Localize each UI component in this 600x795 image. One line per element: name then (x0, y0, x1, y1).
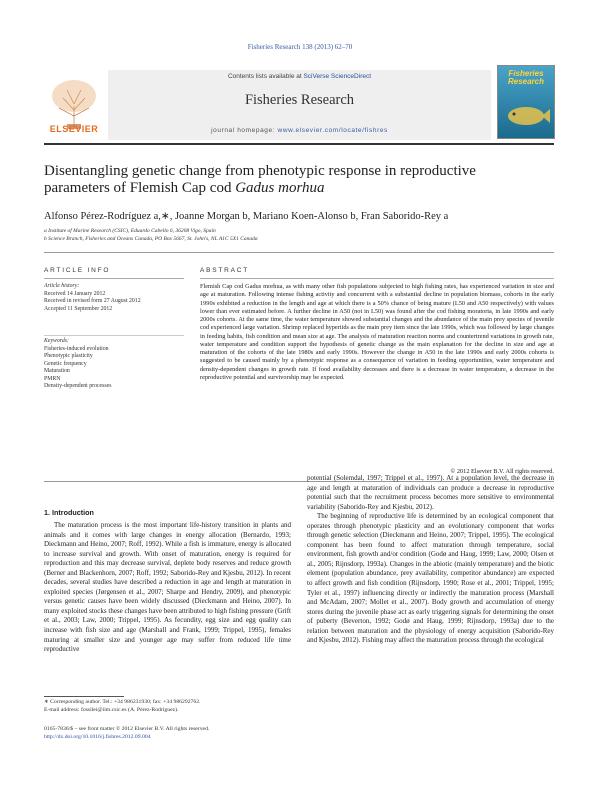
affiliation-a: a Institute of Marine Research (CSIC), Eduardo Cabello 6, 36208 Vigo, Spain (44, 228, 216, 234)
paragraph-continuation: potential (Solemdal, 1997; Trippel et al., 1997). At a population level, the decrease in age and length at maturation of individuals can produce a decrease in reproductive potential such that the recruitment process becomes more sensitive to environmental variability (Saborido-Rey and Kjesbu, 2012). (307, 474, 554, 511)
cover-title: Fisheries Research (507, 69, 545, 86)
affiliation-b: b Science Branch, Fisheries and Oceans Canada, PO Box 5667, St. John's, NL A1C 5X1 Canada (44, 236, 258, 242)
keywords-rule (44, 335, 184, 336)
keyword-item: Fisheries-induced evolution (44, 345, 109, 352)
keyword-item: PMRN (44, 375, 61, 382)
footnote (44, 698, 291, 714)
cover-fish-illustration (502, 96, 550, 134)
history-accepted: Accepted 11 September 2012 (44, 305, 113, 312)
title-line-1: Disentangling genetic change from phenotypic response in reproductive (44, 163, 476, 179)
article-title (44, 163, 564, 197)
body-column-left: The maturation process is the most important life-history transition in plants and animals and it comes with large changes in energy allocation (Bernardo, 1993; Dieckmann and Heino, 2007; Roff, 1992). While a fish is immature, energy is allocated to increase survival and growth. With onset of maturation, energy is required for reproduction and this may decrease survival, deplete body reserves and reduce growth (Berner and Blackenhorn, 2007; Roff, 1992; Saborido-Rey and Kjesbu, 2012). In recent decades, several studies have described a reduction in age and length at maturation in exploited species (Jørgensen et al., 2007; Sharpe and Hendry, 2009), and phenotypic versus genetic causes have been widely discussed (Dieckmann and Heino, 2007). In many exploited stocks these changes have been attributed to high fishing pressure (Grift et al., 2003; Law, 2000; Trippel, 1995). As fecundity, egg size and egg quality can increase with fish size and age (Marshall and Frank, 1999; Trippel, 1995), females maturing at smaller size and younger age may suffer from reduced life time reproductive (44, 521, 291, 654)
journal-reference[interactable]: Fisheries Research 138 (2013) 62–70 (247, 43, 353, 51)
title-line-2-prefix: parameters of Flemish Cap cod (44, 180, 236, 196)
keyword-item: Phenotypic plasticity (44, 353, 93, 359)
corresponding-author-note: ∗ Corresponding author. Tel.: +34 986231930; fax: +34 986292762. (44, 699, 201, 705)
section-heading-introduction: 1. Introduction (44, 508, 94, 517)
keywords-list (44, 338, 184, 391)
history-revised: Received in revised form 27 August 2012 (44, 298, 141, 304)
keyword-item: Density-dependent processes (44, 383, 112, 389)
paragraph: The beginning of reproductive life is determined by an ecological component that operates through phenotypic plasticity and an evolutionary component that works through genetic selection (Dieckmann and Heino, 2007; Trippel, 1995). The ecological component has been found to affect maturation through temperature, social environment, fish growth and/or condition (Godø and Haug, 1999; Law, 2000; Olsen et al., 2005; Rijnsdorp, 1993a). Changes in the abiotic (mainly temperature) and the biotic element (population abundance, prey availability, competitor abundance) are expected to affect growth and fish condition (Rijnsdorp, 1990; Rose et al., 2001; Trippel, 1995; Tyler et al., 1997) influencing directly or indirectly the maturation process (Marshall and McAdam, 2007; Mollet et al., 2007). Body growth and accumulation of energy stores during the juvenile phase act as early triggering signals for determining the onset of puberty (Beverton, 1992; Godø and Haug, 1999; Rijnsdorp, 1993a) due to the relation between maturation and the physiology of energy acquisition (Saborido-Rey and Kjesbu, 2012). Fishing may affect the maturation process through the ecological (307, 512, 554, 645)
header-rule (44, 143, 554, 145)
body-column-right (307, 474, 554, 646)
issn-line: 0165-7836/$ – see front matter © 2012 Elsevier B.V. All rights reserved. (44, 726, 210, 732)
journal-title: Fisheries Research (244, 92, 355, 108)
keyword-item: Maturation (44, 368, 70, 374)
affiliations (44, 227, 564, 243)
doi-link[interactable]: http://dx.doi.org/10.1016/j.fishres.2012.09.004 (44, 733, 151, 740)
history-label: Article history: (44, 283, 80, 289)
journal-homepage (108, 127, 491, 134)
abstract-rule (200, 278, 554, 279)
email-note[interactable]: E-mail address: fossilei@iim.csic.es (A. Pérez-Rodríguez). (44, 707, 179, 713)
article-info-rule (44, 278, 184, 279)
sciencedirect-link[interactable]: SciVerse ScienceDirect (303, 73, 372, 80)
homepage-label: journal homepage: (211, 127, 278, 134)
keyword-item: Genetic frequency (44, 360, 87, 367)
affiliation-rule (44, 252, 554, 253)
keywords-label: Keywords: (44, 338, 69, 344)
article-history (44, 283, 184, 313)
homepage-url[interactable]: www.elsevier.com/locate/fishres (277, 127, 388, 134)
copyright-notice: © 2012 Elsevier B.V. All rights reserved. (450, 468, 554, 475)
abstract-heading: ABSTRACT (200, 267, 250, 274)
page-footer (44, 726, 291, 741)
journal-cover-image (497, 65, 555, 139)
contents-line (108, 73, 491, 80)
contents-prefix: Contents lists available at (227, 73, 304, 80)
species-name: Gadus morhua (235, 180, 325, 196)
abstract-text: Flemish Cap cod Gadus morhua, as with many other fish populations subjected to high fishing rates, has experienced variation in size and age at maturation. Following intense fishing activity and concurrent with a substantial decline in population biomass, cohorts in the early 1990s exhibited a reduction in the length and age at which there is a 50% chance of being mature (L50 and A50 respectively) with values lower than ever estimated before. A further decline in A50 (not in L50) was found after the cod fishing moratoria, in late 1990s and early 2000s cohorts. At the same time, the water temperature showed substantial changes and the abundance of the main prey species of juvenile cod experienced large variation. Shrimp replaced hyperiids as the main prey item since the late 1990s, which was followed by large changes in feeding habits, fish condition and mean size at age. The analysis of maturation reaction norms and countertrend variations in growth rate, water temperature and condition support the hypothesis of genetic change as the main explanation for the decline in size and age at maturation of the cohorts of the late 1980s and early 1990s. However the change in A50 in the late 1990s and early 2000s cohorts is suggested to be caused mainly by a phenotypic response as a consequence of variation in feeding opportunities, water temperature and density-dependent changes in growth rate. If food availability decreases and there is a decrease in water temperature, a decrease in the reproductive potential and survivorship may be expected. (200, 283, 554, 381)
article-info-heading: ARTICLE INFO (44, 267, 111, 274)
footnote-rule (44, 696, 124, 697)
publisher-name: ELSEVIER (49, 124, 99, 134)
history-received: Received 14 January 2012 (44, 290, 106, 297)
author-list: Alfonso Pérez-Rodríguez a,∗, Joanne Morgan b, Mariano Koen-Alonso b, Fran Saborido-Rey a (44, 211, 449, 222)
